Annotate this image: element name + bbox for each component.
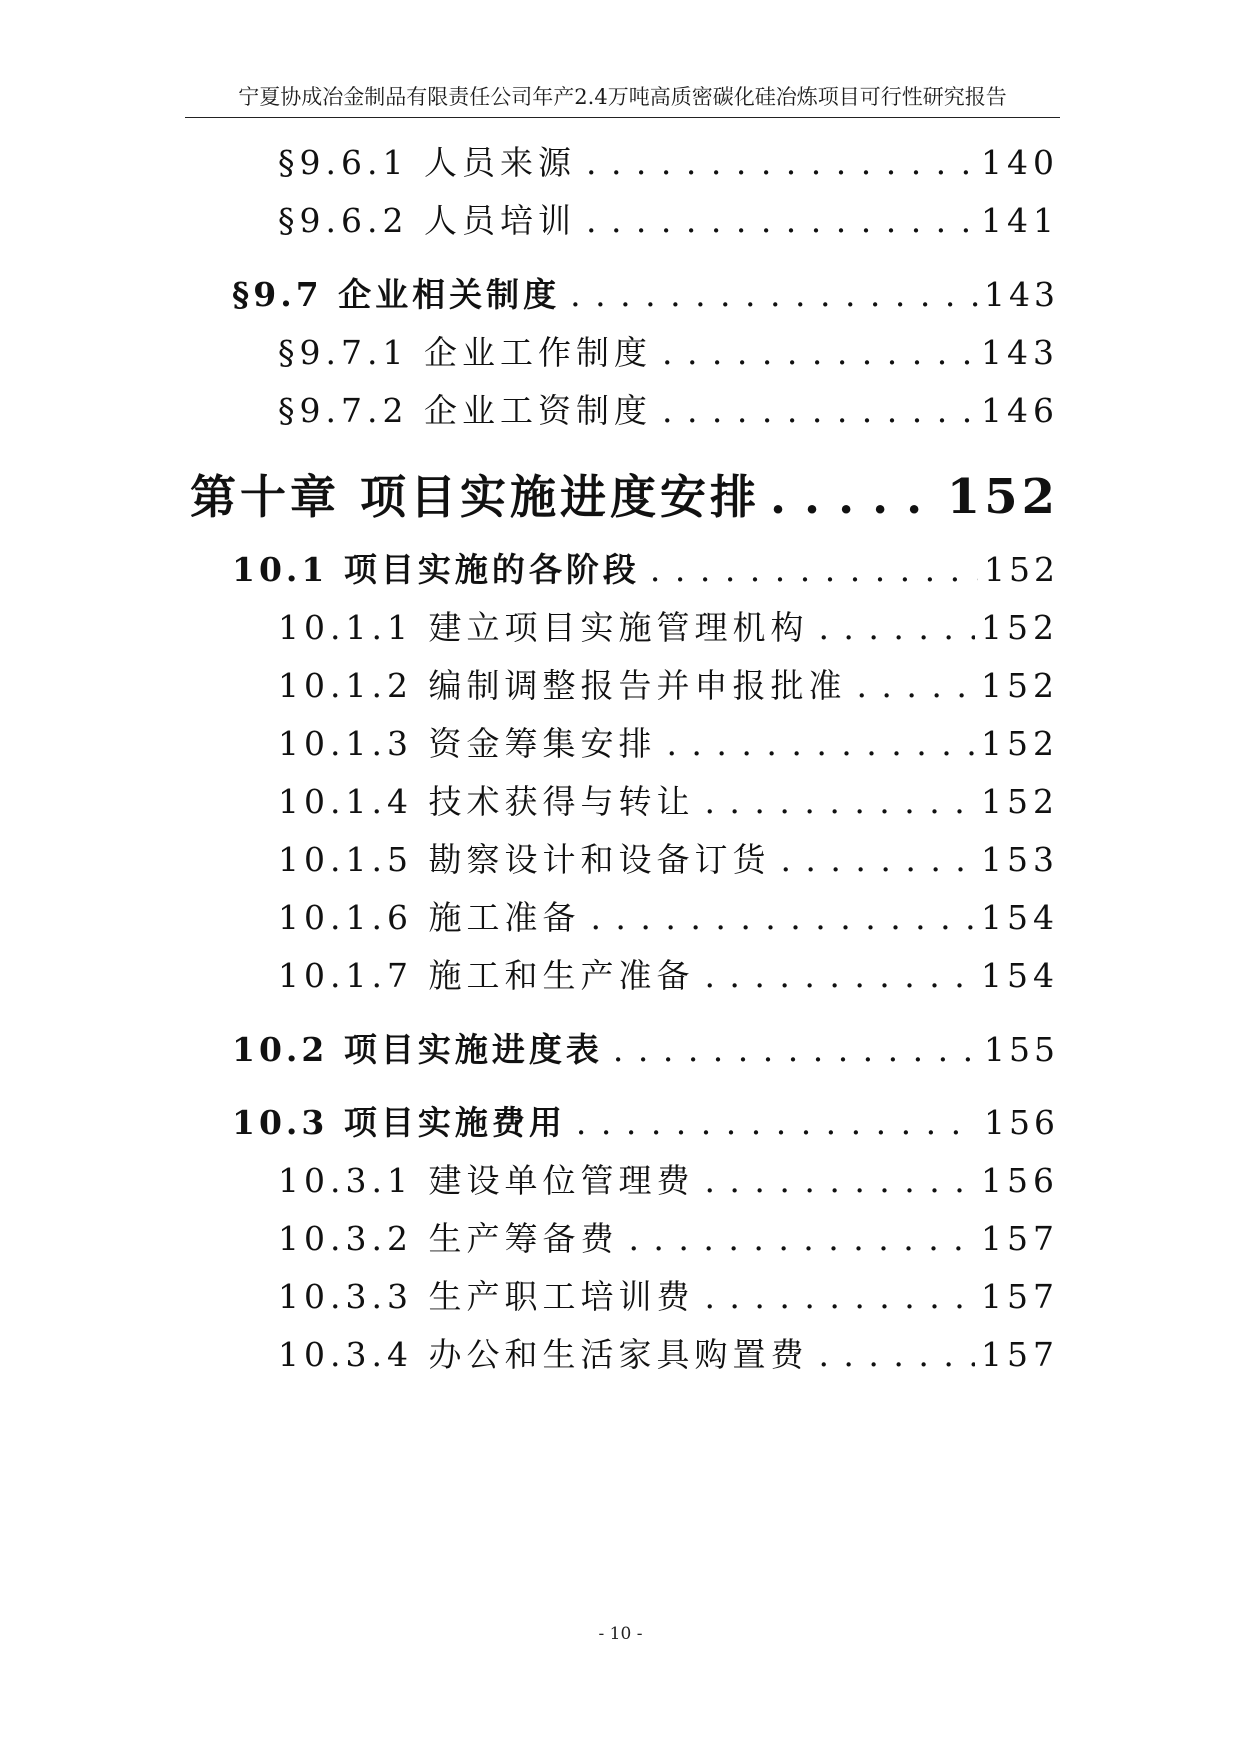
- toc-entry-page: 141: [981, 201, 1059, 240]
- toc-entry[interactable]: [278, 895, 1059, 941]
- toc-dot-leader: [662, 388, 975, 434]
- toc-entry-label: 10.3.2 生产筹备费: [278, 1219, 619, 1258]
- toc-entry[interactable]: [278, 721, 1059, 767]
- toc-chapter-entry[interactable]: [190, 466, 1059, 528]
- toc-entry-page: 157: [981, 1335, 1059, 1374]
- toc-dot-leader: [704, 953, 975, 999]
- toc-entry[interactable]: [278, 605, 1059, 651]
- toc-entry-page: 156: [981, 1161, 1059, 1200]
- toc-entry[interactable]: [278, 1158, 1059, 1204]
- toc-entry-page: 152: [981, 666, 1059, 705]
- toc-entry[interactable]: [232, 272, 1059, 318]
- toc-entry[interactable]: [278, 779, 1059, 825]
- toc-entry-page: 156: [984, 1103, 1059, 1142]
- toc-entry-page: 152: [981, 782, 1059, 821]
- toc-entry-label: 10.1.1 建立项目实施管理机构: [278, 608, 809, 647]
- toc-entry-label: §9.7.2 企业工资制度: [278, 391, 652, 430]
- toc-entry[interactable]: [278, 1274, 1059, 1320]
- toc-dot-leader: [590, 895, 975, 941]
- toc-entry-label: §9.7 企业相关制度: [232, 275, 561, 314]
- toc-entry-label: 10.2 项目实施进度表: [232, 1030, 603, 1069]
- toc-entry-label: 10.3 项目实施费用: [232, 1103, 566, 1142]
- toc-dot-leader: [704, 1158, 975, 1204]
- toc-dot-leader: [613, 1027, 978, 1073]
- toc-entry[interactable]: [232, 1027, 1059, 1073]
- toc-entry-label: 第十章 项目实施进度安排: [190, 470, 761, 524]
- toc-entry-page: 143: [984, 275, 1059, 314]
- toc-entry-page: 157: [981, 1219, 1059, 1258]
- toc-entry-label: 10.3.4 办公和生活家具购置费: [278, 1335, 809, 1374]
- toc-entry-label: §9.6.1 人员来源: [278, 143, 576, 182]
- toc-entry[interactable]: [278, 663, 1059, 709]
- toc-entry[interactable]: [232, 547, 1059, 593]
- toc-dot-leader: [704, 779, 975, 825]
- toc-entry[interactable]: [278, 388, 1059, 434]
- toc-dot-leader: [662, 330, 975, 376]
- toc-entry-label: 10.1.6 施工准备: [278, 898, 581, 937]
- toc-entry[interactable]: [278, 198, 1059, 244]
- toc-entry-page: 157: [981, 1277, 1059, 1316]
- toc-entry-label: 10.1.7 施工和生产准备: [278, 956, 695, 995]
- toc-entry-label: §9.7.1 企业工作制度: [278, 333, 652, 372]
- toc-dot-leader: [704, 1274, 975, 1320]
- toc-entry-page: 146: [981, 391, 1059, 430]
- toc-entry-page: 155: [984, 1030, 1059, 1069]
- toc-entry-page: 140: [981, 143, 1059, 182]
- toc-entry-page: 154: [981, 898, 1059, 937]
- toc-dot-leader: [770, 466, 941, 528]
- toc-entry[interactable]: [278, 1332, 1059, 1378]
- toc-entry-page: 152: [946, 469, 1059, 525]
- toc-entry-label: §9.6.2 人员培训: [278, 201, 576, 240]
- toc-dot-leader: [856, 663, 975, 709]
- toc-dot-leader: [586, 140, 975, 186]
- toc-entry-label: 10.3.1 建设单位管理费: [278, 1161, 695, 1200]
- toc-entry-label: 10.3.3 生产职工培训费: [278, 1277, 695, 1316]
- toc-dot-leader: [780, 837, 975, 883]
- toc-entry[interactable]: [232, 1100, 1059, 1146]
- toc-entry[interactable]: [278, 1216, 1059, 1262]
- toc-entry[interactable]: [278, 953, 1059, 999]
- toc-entry-page: 154: [981, 956, 1059, 995]
- toc-dot-leader: [586, 198, 975, 244]
- toc-dot-leader: [576, 1100, 978, 1146]
- toc-entry-label: 10.1.5 勘察设计和设备订货: [278, 840, 771, 879]
- toc-dot-leader: [666, 721, 975, 767]
- toc-entry-page: 152: [981, 724, 1059, 763]
- toc-entry-page: 143: [981, 333, 1059, 372]
- toc-dot-leader: [818, 1332, 975, 1378]
- toc-entry-label: 10.1.2 编制调整报告并申报批准: [278, 666, 847, 705]
- toc-entry[interactable]: [278, 140, 1059, 186]
- toc-entry[interactable]: [278, 330, 1059, 376]
- toc-dot-leader: [818, 605, 975, 651]
- toc-dot-leader: [628, 1216, 975, 1262]
- toc-entry-page: 153: [981, 840, 1059, 879]
- toc-entry-page: 152: [981, 608, 1059, 647]
- toc-entry-label: 10.1.4 技术获得与转让: [278, 782, 695, 821]
- page-number: - 10 -: [598, 1624, 643, 1644]
- document-header: 宁夏协成冶金制品有限责任公司年产2.4万吨高质密碳化硅冶炼项目可行性研究报告: [238, 85, 1007, 109]
- toc-entry[interactable]: [278, 837, 1059, 883]
- toc-dot-leader: [570, 272, 978, 318]
- toc-entry-page: 152: [984, 550, 1059, 589]
- toc-dot-leader: [650, 547, 978, 593]
- toc-entry-label: 10.1 项目实施的各阶段: [232, 550, 640, 589]
- toc-entry-label: 10.1.3 资金筹集安排: [278, 724, 657, 763]
